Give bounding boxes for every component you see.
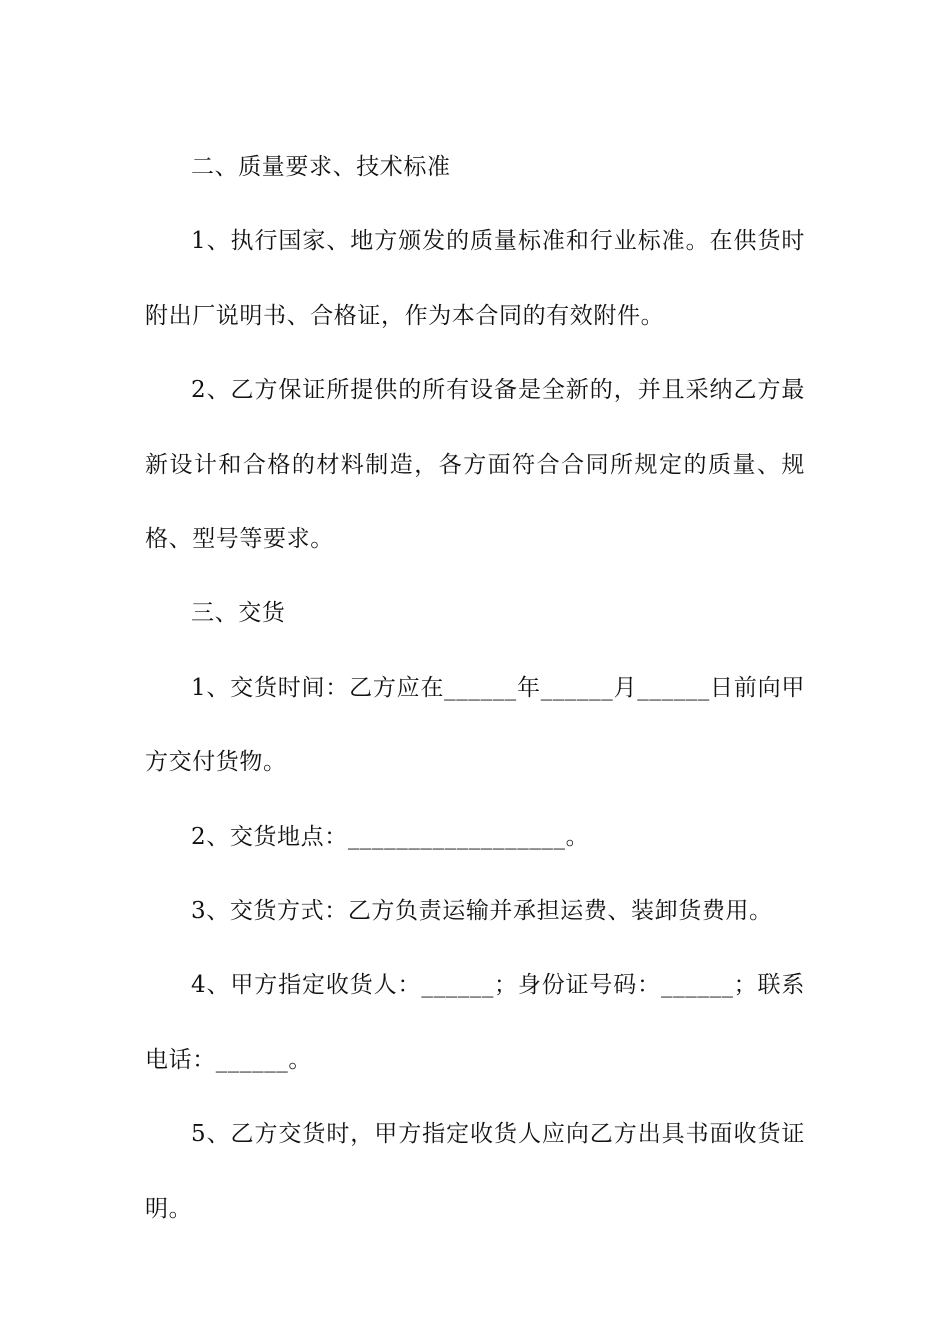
paragraph-quality-standards: 1、执行国家、地方颁发的质量标准和行业标准。在供货时附出厂说明书、合格证，作为本合同的有效附件。: [145, 228, 805, 329]
paragraph-delivery-method: 3、交货方式：乙方负责运输并承担运费、装卸货费用。: [191, 898, 773, 925]
paragraph-receipt-proof: 5、乙方交货时，甲方指定收货人应向乙方出具书面收货证明。: [145, 1121, 805, 1222]
section-heading-delivery: 三、交货: [191, 600, 286, 627]
section-heading-quality: 二、质量要求、技术标准: [191, 154, 451, 180]
paragraph-equipment-guarantee: 2、乙方保证所提供的所有设备是全新的，并且采纳乙方最新设计和合格的材料制造，各方面符合合同所规定的质量、规格、型号等要求。: [145, 377, 805, 553]
paragraph-delivery-time: 1、交货时间：乙方应在______年______月______日前向甲方交付货物。: [145, 674, 805, 776]
document-body: [145, 130, 805, 1246]
paragraph-delivery-location: 2、交货地点：__________________。: [191, 823, 590, 850]
paragraph-consignee: 4、甲方指定收货人：______；身份证号码：______；联系电话：______。: [145, 972, 805, 1073]
